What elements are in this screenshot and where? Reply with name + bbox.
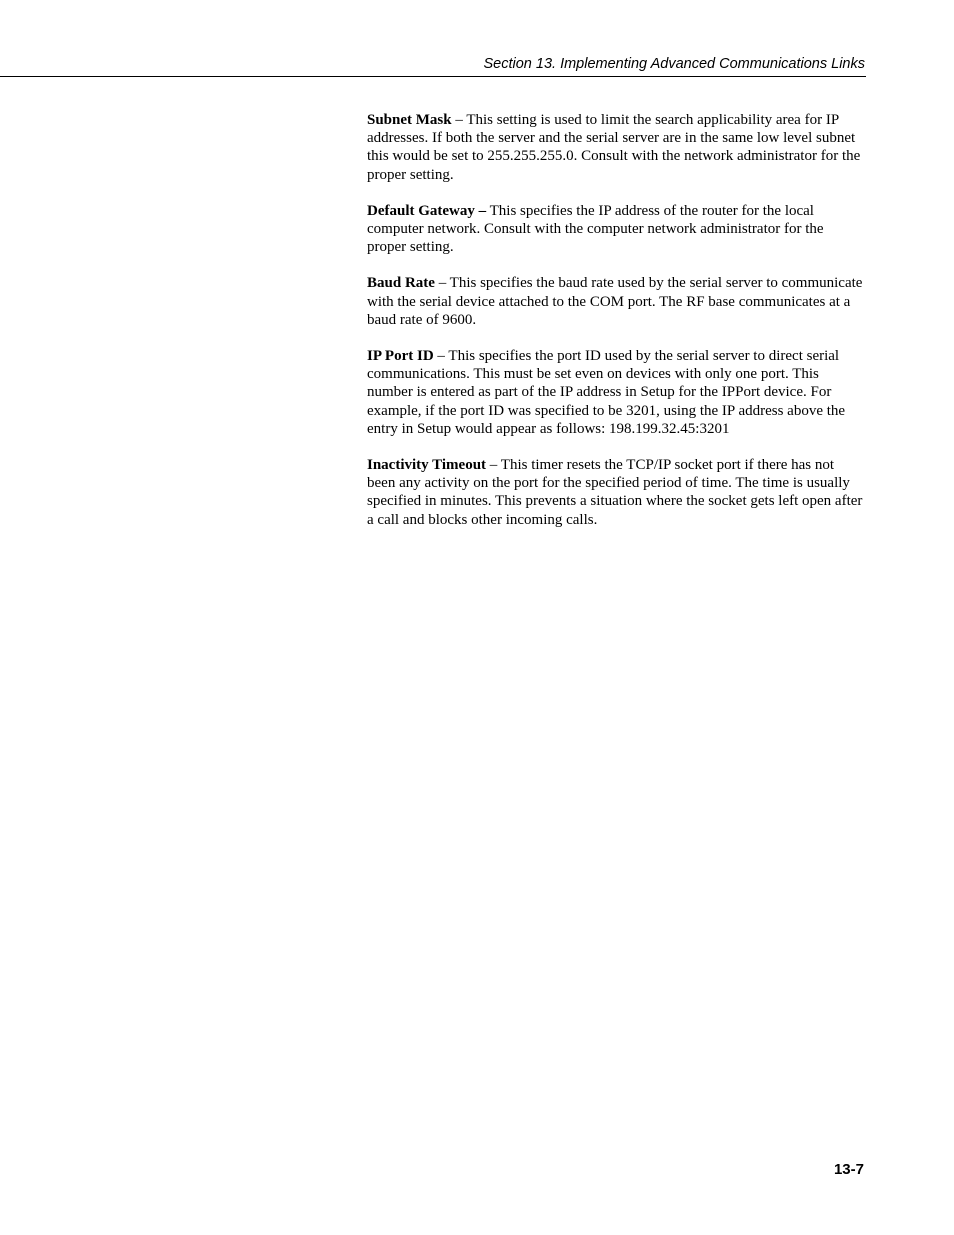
entry-default-gateway xyxy=(367,202,863,257)
description-default-gateway: This specifies the IP address of the router for the local computer network. Consult with the computer network administrator for the proper setting. xyxy=(367,202,824,256)
description-baud-rate: – This specifies the baud rate used by the serial server to communicate with the serial device attached to the COM port. The RF base communicates at a baud rate of 9600. xyxy=(367,275,863,328)
settings-descriptions xyxy=(367,111,863,547)
term-subnet-mask: Subnet Mask xyxy=(367,112,452,128)
description-subnet-mask: – This setting is used to limit the search applicability area for IP addresses. If both the server and the serial server are in the same low level subnet this would be set to 255.255.255.0. Consult with the network administrator for the proper setting. xyxy=(367,112,861,183)
description-inactivity-timeout: – This timer resets the TCP/IP socket port if there has not been any activity on the port for the specified period of time. The time is usually specified in minutes. This prevents a situation where the socket gets left open after a call and blocks other incoming calls. xyxy=(367,457,863,528)
description-ip-port-id: – This specifies the port ID used by the serial server to direct serial communications. This must be set even on devices with only one port. This number is entered as part of the IP address in Setup for the IPPort device. For example, if the port ID was specified to be 3201, using the IP address above the entry in Setup would appear as follows: 198.199.32.45:3201 xyxy=(367,348,846,437)
term-default-gateway: Default Gateway – xyxy=(367,202,487,219)
entry-inactivity-timeout xyxy=(367,456,863,529)
term-inactivity-timeout: Inactivity Timeout xyxy=(367,457,487,474)
entry-subnet-mask xyxy=(367,111,863,184)
term-ip-port-id: IP Port ID xyxy=(367,348,434,365)
section-header: Section 13. Implementing Advanced Communications Links xyxy=(483,56,865,72)
entry-baud-rate xyxy=(367,274,863,329)
page-number: 13-7 xyxy=(833,1161,864,1178)
term-baud-rate: Baud Rate xyxy=(367,275,435,292)
entry-ip-port-id xyxy=(367,347,863,438)
header-divider xyxy=(0,76,866,77)
